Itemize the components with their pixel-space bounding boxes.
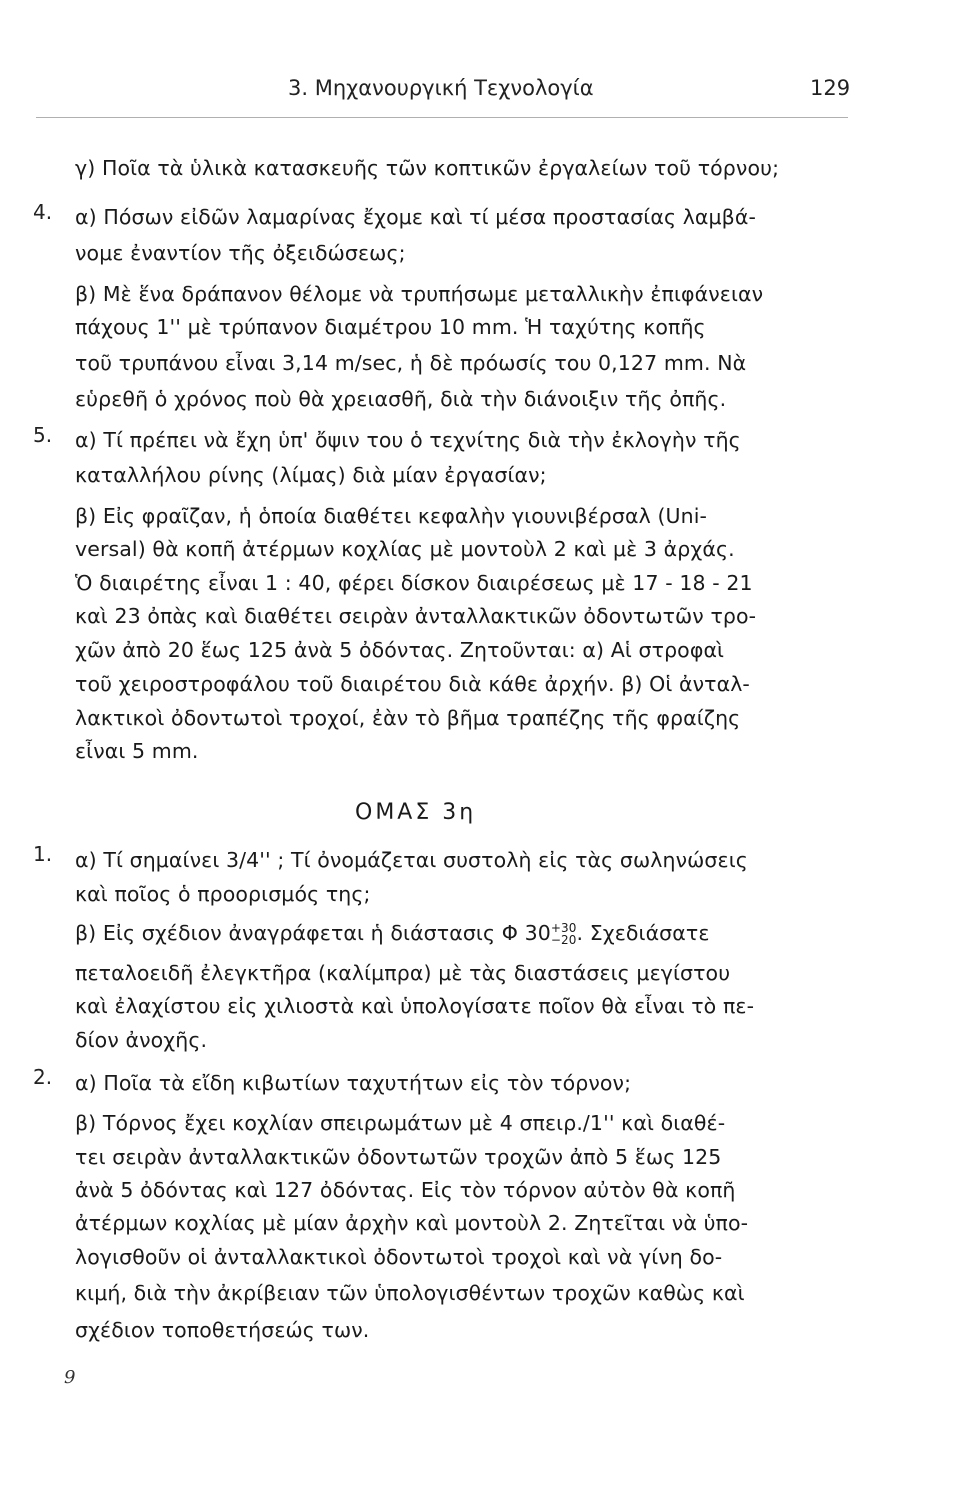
lower-deviation: −20 bbox=[550, 933, 577, 947]
text-line: γ) Ποῖα τὰ ὑλικὰ κατασκευῆς τῶν κοπτικῶν ἐργαλείων τοῦ τόρνου; bbox=[75, 156, 780, 180]
text-line: β) Εἰς φραῖζαν, ἡ ὁποία διαθέτει κεφαλὴν γιουνιβέρσαλ (Uni- bbox=[75, 504, 708, 528]
text-line: ἀτέρμων κοχλίας μὲ μίαν ἀρχὴν καὶ μοντοὺλ 2. Ζητεῖται νὰ ὑπο- bbox=[75, 1211, 749, 1235]
text-line: τει σειρὰν ἀνταλλακτικῶν ὀδοντωτῶν τροχῶν ἀπὸ 5 ἕως 125 bbox=[75, 1145, 722, 1169]
text-line: καὶ ποῖος ὁ προορισμός της; bbox=[75, 882, 371, 906]
text-line: Ὁ διαιρέτης εἶναι 1 : 40, φέρει δίσκον διαιρέσεως μὲ 17 - 18 - 21 bbox=[75, 571, 753, 595]
text-line: α) Πόσων εἰδῶν λαμαρίνας ἔχομε καὶ τί μέσα προστασίας λαμβά- bbox=[75, 205, 756, 229]
text-line: τοῦ χειροστροφάλου τοῦ διαιρέτου διὰ κάθε ἀρχήν. β) Οἱ ἀνταλ- bbox=[75, 672, 750, 696]
text-line: σχέδιον τοποθετήσεώς των. bbox=[75, 1318, 370, 1342]
text-line: β) Τόρνος ἔχει κοχλίαν σπειρωμάτων μὲ 4 σπειρ./1'' καὶ διαθέ- bbox=[75, 1111, 726, 1135]
text-line: καὶ 23 ὀπὰς καὶ διαθέτει σειρὰν ἀνταλλακτικῶν ὀδοντωτῶν τρο- bbox=[75, 604, 757, 628]
running-header-title: 3. Μηχανουργική Τεχνολογία bbox=[288, 76, 594, 100]
tolerance-line bbox=[75, 921, 710, 946]
text-line: πεταλοειδῆ ἐλεγκτῆρα (καλίμπρα) μὲ τὰς διαστάσεις μεγίστου bbox=[75, 961, 731, 985]
header-rule bbox=[36, 117, 848, 118]
text-line: ἀνὰ 5 ὀδόντας καὶ 127 ὀδόντας. Εἰς τὸν τόρνον αὐτὸν θὰ κοπῆ bbox=[75, 1178, 736, 1202]
tolerance-text-before: β) Εἰς σχέδιον ἀναγράφεται ἡ διάστασις Φ 30 bbox=[75, 921, 551, 945]
tolerance-limits bbox=[551, 922, 577, 946]
text-line: νομε ἐναντίον τῆς ὀξειδώσεως; bbox=[75, 241, 406, 265]
question-number-2: 2. bbox=[33, 1065, 53, 1089]
text-line: καταλλήλου ρίνης (λίμας) διὰ μίαν ἐργασίαν; bbox=[75, 463, 547, 487]
text-line: β) Μὲ ἕνα δράπανον θέλομε νὰ τρυπήσωμε μεταλλικὴν ἐπιφάνειαν bbox=[75, 282, 764, 306]
text-line: λογισθοῦν οἱ ἀνταλλακτικοὶ ὀδοντωτοὶ τροχοὶ καὶ νὰ γίνη δο- bbox=[75, 1245, 723, 1269]
text-line: versal) θὰ κοπῆ ἀτέρμων κοχλίας μὲ μοντοὺλ 2 καὶ μὲ 3 ἀρχάς. bbox=[75, 537, 735, 561]
text-line: δίον ἀνοχῆς. bbox=[75, 1028, 208, 1052]
text-line: χῶν ἀπὸ 20 ἕως 125 ἀνὰ 5 ὀδόντας. Ζητοῦνται: α) Αἱ στροφαὶ bbox=[75, 638, 725, 662]
signature-folio: 9 bbox=[64, 1367, 76, 1388]
question-number-1: 1. bbox=[33, 842, 53, 866]
section-heading: ΟΜΑΣ 3η bbox=[355, 800, 477, 825]
text-line: κιμή, διὰ τὴν ἀκρίβειαν τῶν ὑπολογισθέντων τροχῶν καθὼς καὶ bbox=[75, 1281, 745, 1305]
text-line: πάχους 1'' μὲ τρύπανον διαμέτρου 10 mm. Ἡ ταχύτης κοπῆς bbox=[75, 315, 706, 339]
text-line: εὑρεθῆ ὁ χρόνος ποὺ θὰ χρειασθῆ, διὰ τὴν διάνοιξιν τῆς ὀπῆς. bbox=[75, 387, 727, 411]
tolerance-text-after: . Σχεδιάσατε bbox=[576, 921, 710, 945]
text-line: τοῦ τρυπάνου εἶναι 3,14 m/sec, ἡ δὲ πρόωσίς του 0,127 mm. Νὰ bbox=[75, 351, 747, 375]
text-line: εἶναι 5 mm. bbox=[75, 739, 199, 763]
text-line: α) Ποῖα τὰ εἴδη κιβωτίων ταχυτήτων εἰς τὸν τόρνον; bbox=[75, 1071, 632, 1095]
text-line: καὶ ἐλαχίστου εἰς χιλιοστὰ καὶ ὑπολογίσατε ποῖον θὰ εἶναι τὸ πε- bbox=[75, 994, 755, 1018]
upper-deviation: +30 bbox=[550, 921, 577, 935]
text-line: α) Τί πρέπει νὰ ἔχη ὑπ' ὄψιν του ὁ τεχνίτης διὰ τὴν ἐκλογὴν τῆς bbox=[75, 428, 741, 452]
question-number-4: 4. bbox=[33, 200, 53, 224]
text-line: λακτικοὶ ὀδοντωτοὶ τροχοί, ἐὰν τὸ βῆμα τραπέζης τῆς φραίζης bbox=[75, 706, 741, 730]
question-number-5: 5. bbox=[33, 423, 53, 447]
page-number: 129 bbox=[810, 76, 851, 100]
text-line: α) Τί σημαίνει 3/4'' ; Τί ὀνομάζεται συστολὴ εἰς τὰς σωληνώσεις bbox=[75, 848, 748, 872]
